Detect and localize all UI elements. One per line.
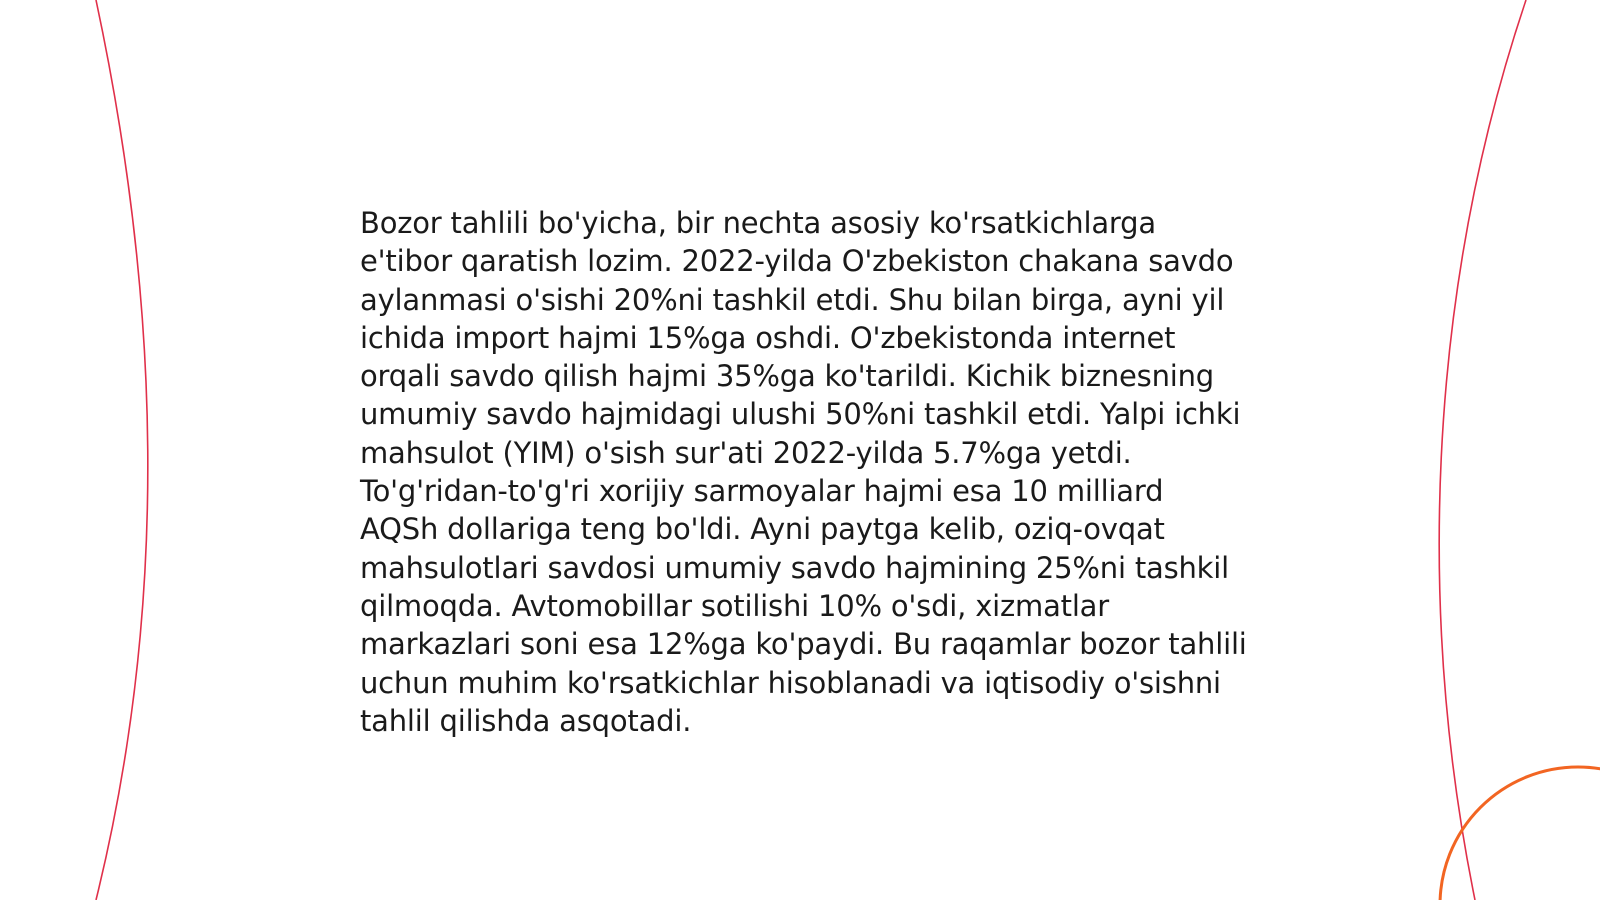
left-curve-line (96, 0, 148, 900)
orange-circle-outline (1440, 767, 1600, 900)
slide-body-text: Bozor tahlili bo'yicha, bir nechta asosiy ko'rsatkichlarga e'tibor qaratish lozim. 2022-yilda O'zbekiston chakana savdo aylanmasi o'sishi 20%ni tashkil etdi. Shu bilan birga, ayni yil ichida import hajmi 15%ga oshdi. O'zbekistonda internet orqali savdo qilish hajmi 35%ga ko'tarildi. Kichik biznesning umumiy savdo hajmidagi ulushi 50%ni tashkil etdi. Yalpi ichki mahsulot (YIM) o'sish sur'ati 2022-yilda 5.7%ga yetdi. To'g'ridan-to'g'ri xorijiy sarmoyalar hajmi esa 10 milliard AQSh dollariga teng bo'ldi. Ayni paytga kelib, oziq-ovqat mahsulotlari savdosi umumiy savdo hajmining 25%ni tashkil qilmoqda. Avtomobillar sotilishi 10% o'sdi, xizmatlar markazlari soni esa 12%ga ko'paydi. Bu raqamlar bozor tahlili uchun muhim ko'rsatkichlar hisoblanadi va iqtisodiy o'sishni tahlil qilishda asqotadi. (360, 206, 1247, 738)
right-curve-line (1439, 0, 1526, 900)
